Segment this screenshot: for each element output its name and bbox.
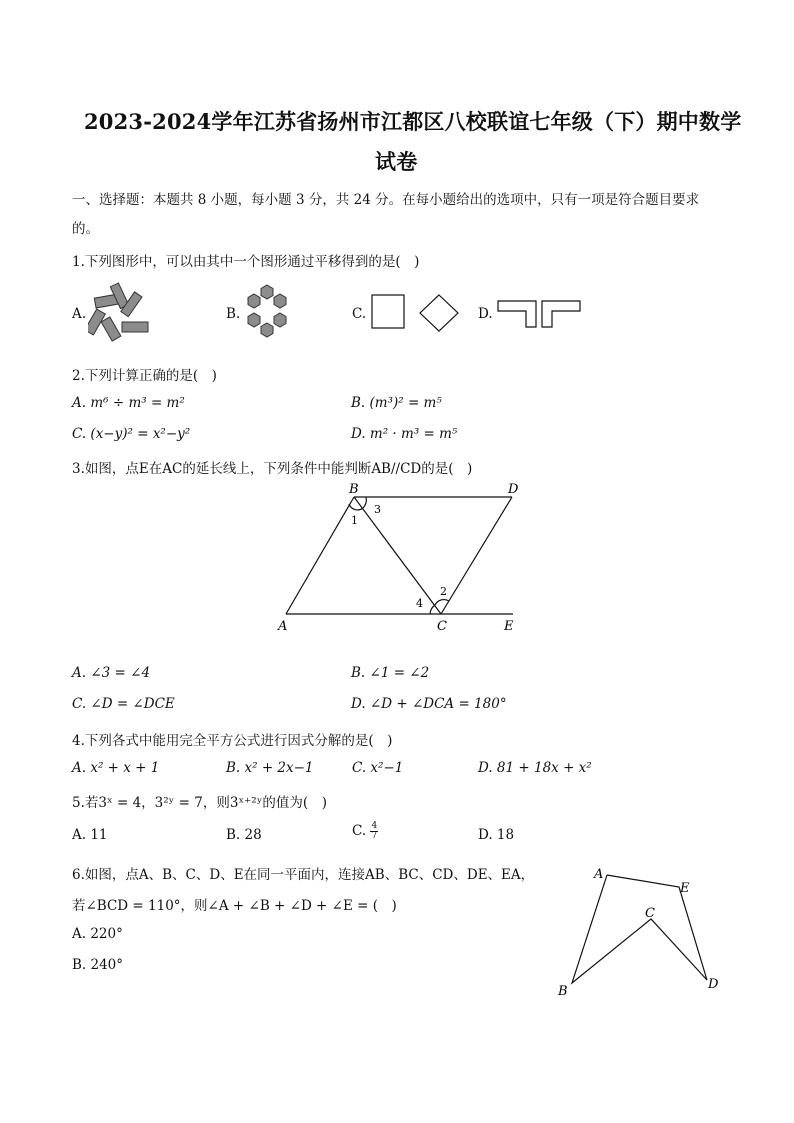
q5-option-a: A. 11	[72, 827, 108, 843]
question-2-stem: 2.下列计算正确的是( )	[72, 368, 217, 384]
q3-label-e: E	[504, 619, 514, 634]
q5-option-c-fraction	[370, 822, 378, 841]
section-instructions-line1: 一、选择题：本题共 8 小题，每小题 3 分，共 24 分。在每小题给出的选项中，只有一项是符合题目要求	[72, 192, 700, 208]
q4-option-b: B. x² + 2x−1	[226, 760, 314, 776]
q2-option-d: D. m² · m³ = m⁵	[351, 426, 458, 442]
q1-option-d-label: D.	[478, 306, 493, 322]
q6-label-a: A	[594, 867, 604, 882]
q4-option-c: C. x²−1	[352, 760, 404, 776]
q1-option-c-figure	[368, 292, 464, 334]
q2-option-a: A. m⁶ ÷ m³ = m²	[72, 395, 185, 411]
question-6-stem-line1: 6.如图，点A、B、C、D、E在同一平面内，连接AB、BC、CD、DE、EA，	[72, 867, 535, 883]
q6-figure	[550, 860, 730, 1000]
q1-option-d-figure	[494, 298, 586, 330]
question-6-stem-line2: 若∠BCD = 110°，则∠A + ∠B + ∠D + ∠E = ( )	[72, 898, 397, 914]
section-instructions-line2: 的。	[72, 221, 99, 237]
q2-option-c: C. (x−y)² = x²−y²	[72, 426, 191, 442]
q5-option-c-label: C.	[352, 823, 367, 839]
q3-angle-3: 3	[374, 503, 381, 516]
question-1-stem: 1.下列图形中，可以由其中一个图形通过平移得到的是( )	[72, 254, 420, 270]
q5-option-c	[352, 822, 378, 841]
q5-fraction-denominator: 7	[371, 831, 378, 841]
question-3-stem: 3.如图，点E在AC的延长线上，下列条件中能判断AB//CD的是( )	[72, 461, 473, 477]
q1-option-a-label: A.	[72, 306, 87, 322]
q2-option-b: B. (m³)² = m⁵	[351, 395, 442, 411]
q3-figure	[270, 478, 530, 636]
q1-option-b-label: B.	[226, 306, 241, 322]
document-title-line2: 试卷	[375, 149, 418, 174]
q4-option-a: A. x² + x + 1	[72, 760, 160, 776]
q6-label-b: B	[558, 984, 568, 999]
q3-angle-2: 2	[440, 585, 447, 598]
q3-option-d: D. ∠D + ∠DCA = 180°	[351, 696, 507, 712]
q3-option-a: A. ∠3 = ∠4	[72, 665, 151, 681]
q6-label-c: C	[645, 906, 655, 921]
q3-label-a: A	[278, 619, 288, 634]
q3-label-d: D	[508, 482, 519, 497]
q1-option-b-figure	[242, 283, 292, 343]
q3-angle-1: 1	[351, 514, 358, 527]
q6-option-a: A. 220°	[72, 926, 123, 942]
question-5-stem: 5.若3ˣ = 4，3²ʸ = 7，则3ˣ⁺²ʸ的值为( )	[72, 795, 327, 811]
q6-label-d: D	[708, 977, 719, 992]
q4-option-d: D. 81 + 18x + x²	[478, 760, 592, 776]
q5-option-b: B. 28	[226, 827, 262, 843]
question-4-stem: 4.下列各式中能用完全平方公式进行因式分解的是( )	[72, 733, 393, 749]
q5-option-d: D. 18	[478, 827, 515, 843]
q1-option-c-label: C.	[352, 306, 367, 322]
q3-option-c: C. ∠D = ∠DCE	[72, 696, 175, 712]
q3-angle-4: 4	[416, 597, 423, 610]
q3-label-c: C	[437, 619, 447, 634]
q6-label-e: E	[680, 881, 690, 896]
q3-label-b: B	[349, 482, 359, 497]
q5-fraction-numerator: 4	[371, 821, 378, 831]
document-title-line1: 2023-2024学年江苏省扬州市江都区八校联谊七年级（下）期中数学	[84, 109, 742, 134]
q3-option-b: B. ∠1 = ∠2	[351, 665, 430, 681]
q6-option-b: B. 240°	[72, 957, 124, 973]
q1-option-a-figure	[88, 278, 156, 344]
